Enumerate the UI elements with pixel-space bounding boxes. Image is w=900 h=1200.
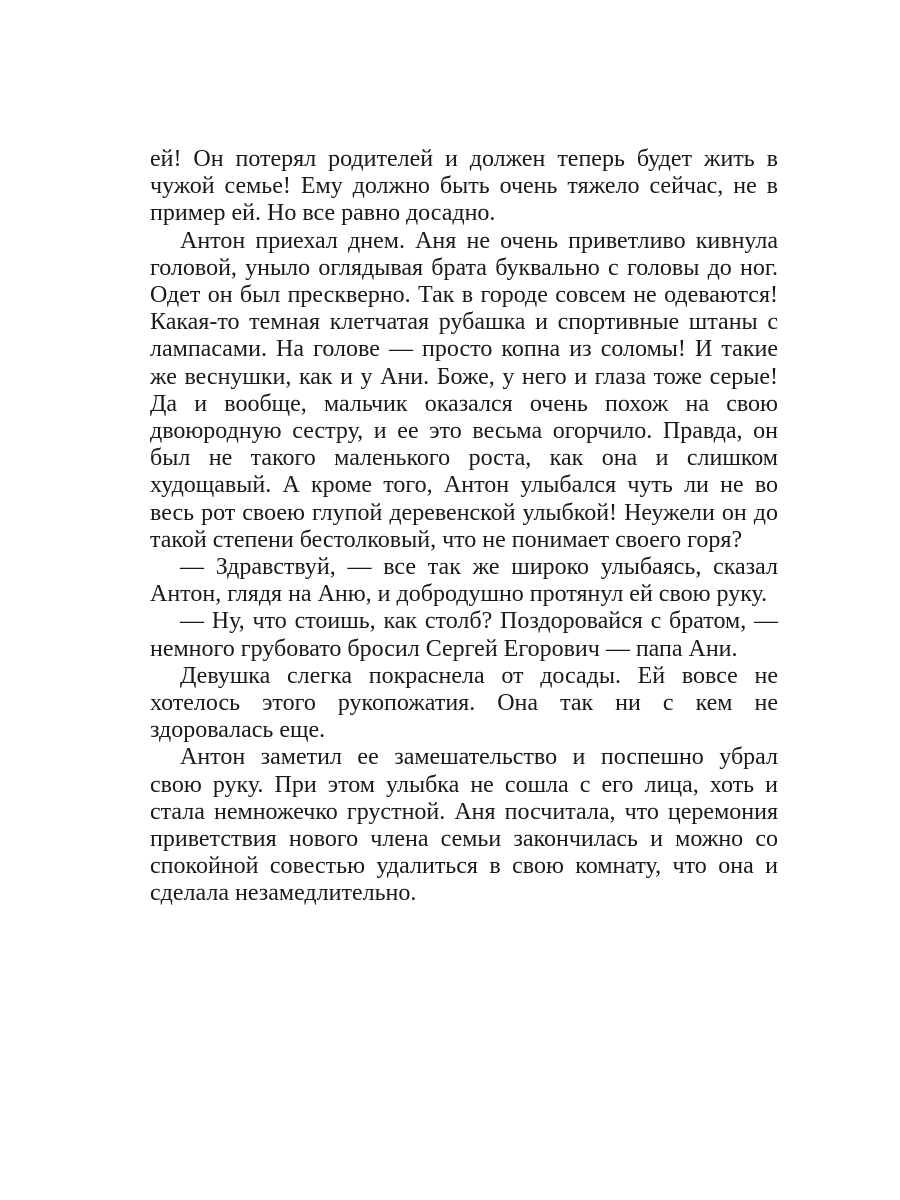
paragraph-continued: ей! Он потерял родителей и должен теперь будет жить в чужой семье! Ему должно быть очень тяжело сейчас, не в пример ей. Но все равно досадно.	[150, 146, 778, 227]
paragraph-anton-arrival: Антон приехал днем. Аня не очень приветливо кивнула головой, уныло оглядывая брата буквально с головы до ног. Одет он был прескверно. Так в городе совсем не одеваются! Какая-то темная клетчатая рубашка и спортивные штаны с лампасами. На голове — просто копна из соломы! И такие же веснушки, как и у Ани. Боже, у него и глаза тоже серые! Да и вообще, мальчик оказался очень похож на свою двоюродную сестру, и ее это весьма огорчило. Правда, он был не такого маленького роста, как она и слишком худощавый. А кроме того, Антон улыбался чуть ли не во весь рот своею глупой деревенской улыбкой! Неужели он до такой степени бестолковый, что не понимает своего горя?	[150, 227, 778, 553]
paragraph-girl-blushed: Девушка слегка покраснела от досады. Ей вовсе не хотелось этого рукопожатия. Она так ни с кем не здоровалась еще.	[150, 662, 778, 744]
paragraph-father-remark: — Ну, что стоишь, как столб? Поздоровайся с братом, — немного грубовато бросил Сергей Егорович — папа Ани.	[150, 608, 778, 662]
paragraph-anton-withdrew: Антон заметил ее замешательство и поспешно убрал свою руку. При этом улыбка не сошла с его лица, хоть и стала немножечко грустной. Аня посчитала, что церемония приветствия нового члена семьи закончилась и можно со спокойной совестью удалиться в свою комнату, что она и сделала незамедлительно.	[150, 744, 778, 907]
paragraph-anton-greeting: — Здравствуй, — все так же широко улыбаясь, сказал Антон, глядя на Аню, и добродушно протянул ей свою руку.	[150, 554, 778, 608]
page-text	[150, 146, 778, 908]
